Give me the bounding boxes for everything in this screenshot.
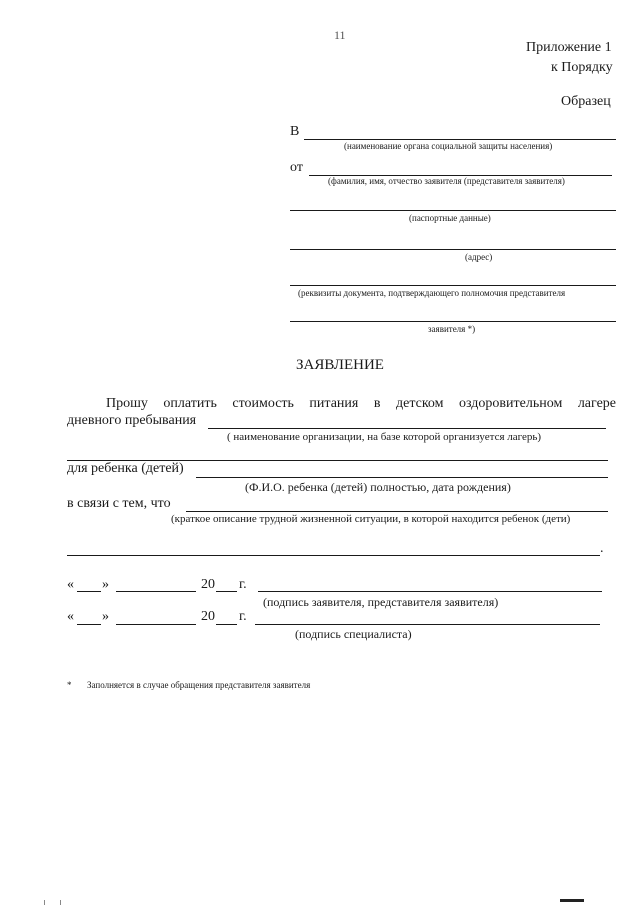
doc-line-2 xyxy=(290,321,616,322)
from-caption: (фамилия, имя, отчество заявителя (представителя заявителя) xyxy=(328,176,565,186)
scan-mark-left-2 xyxy=(60,900,61,905)
date2-open-quote: « xyxy=(67,609,74,624)
document-title: ЗАЯВЛЕНИЕ xyxy=(296,357,384,373)
scan-mark-right xyxy=(560,899,584,902)
date-open-quote: « xyxy=(67,577,74,592)
child-line xyxy=(196,477,608,478)
year2-prefix: 20 xyxy=(201,609,215,624)
year-prefix: 20 xyxy=(201,577,215,592)
year-line xyxy=(216,591,237,592)
appendix-line-1: Приложение 1 xyxy=(526,40,612,55)
reason-line xyxy=(186,511,608,512)
org-line xyxy=(208,428,606,429)
footnote-text: Заполняется в случае обращения представителя заявителя xyxy=(87,680,311,690)
to-prefix: В xyxy=(290,124,300,139)
request-line-2: дневного пребывания xyxy=(67,413,197,428)
specialist-signature-caption: (подпись специалиста) xyxy=(295,627,412,641)
footnote-mark: * xyxy=(67,680,72,690)
scan-mark-left xyxy=(44,900,45,905)
child-caption: (Ф.И.О. ребенка (детей) полностью, дата рождения) xyxy=(245,480,511,494)
address-caption: (адрес) xyxy=(465,252,493,262)
year2-line xyxy=(216,624,237,625)
month-line xyxy=(116,591,196,592)
end-period: . xyxy=(600,541,604,556)
day-line xyxy=(77,591,101,592)
passport-line xyxy=(290,210,616,211)
doc-line-1 xyxy=(290,285,616,286)
month2-line xyxy=(116,624,196,625)
applicant-signature-line xyxy=(258,591,602,592)
request-line-1: Прошу оплатить стоимость питания в детском оздоровительном лагере xyxy=(106,396,616,411)
doc-caption-line-1: (реквизиты документа, подтверждающего полномочия представителя xyxy=(298,288,566,298)
child-prefix: для ребенка (детей) xyxy=(67,461,184,476)
date-close-quote: » xyxy=(102,577,109,592)
page-number: 11 xyxy=(334,28,346,42)
to-line xyxy=(304,139,616,140)
from-prefix: от xyxy=(290,160,303,175)
reason-prefix: в связи с тем, что xyxy=(67,496,171,511)
org-caption: ( наименование организации, на базе которой организуется лагерь) xyxy=(227,431,542,443)
reason-line-2 xyxy=(67,555,600,556)
to-caption: (наименование органа социальной защиты населения) xyxy=(344,141,553,151)
passport-caption: (паспортные данные) xyxy=(409,213,491,223)
date2-close-quote: » xyxy=(102,609,109,624)
appendix-line-2: к Порядку xyxy=(551,60,613,75)
year2-suffix: г. xyxy=(239,609,247,624)
sample-label: Образец xyxy=(561,94,611,109)
day2-line xyxy=(77,624,101,625)
year-suffix: г. xyxy=(239,577,247,592)
specialist-signature-line xyxy=(255,624,600,625)
applicant-signature-caption: (подпись заявителя, представителя заявителя) xyxy=(263,595,499,609)
reason-caption: (краткое описание трудной жизненной ситуации, в которой находится ребенок (дети) xyxy=(171,513,571,525)
doc-caption-line-2: заявителя *) xyxy=(428,324,476,334)
address-line xyxy=(290,249,616,250)
